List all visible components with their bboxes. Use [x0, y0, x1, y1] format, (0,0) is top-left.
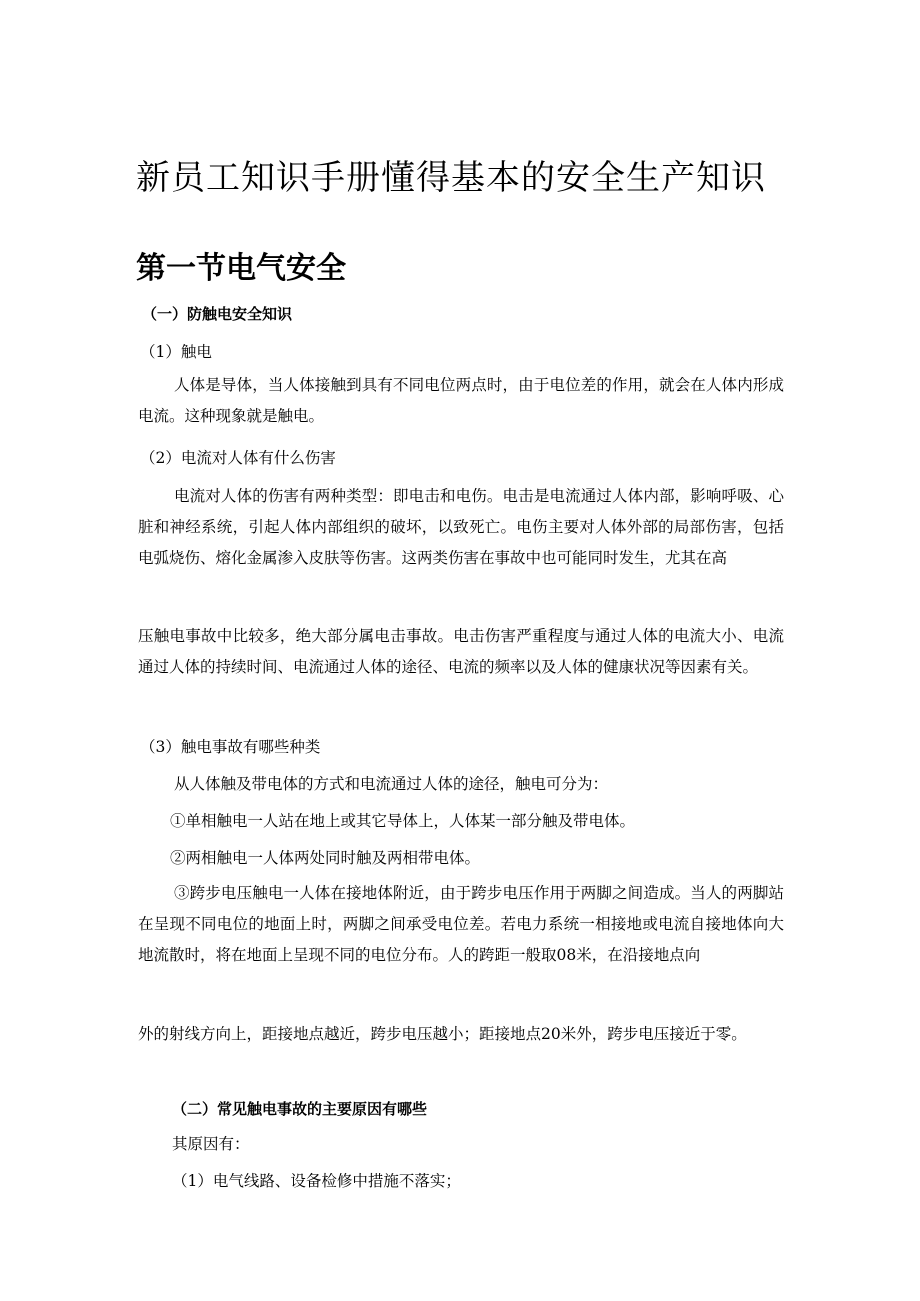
document-title: 新员工知识手册懂得基本的安全生产知识 — [136, 158, 766, 198]
section-heading: 第一节电气安全 — [136, 251, 346, 286]
paragraph-text: 压触电事故中比较多，绝大部分属电击事故。电击伤害严重程度与通过人体的电流大小、电流通过人体的持续时间、电流通过人体的途径、电流的频率以及人体的健康状况等因素有关。 — [138, 627, 784, 676]
paragraph-step-voltage-a — [138, 878, 784, 971]
paragraph-text: 电流对人体的伤害有两种类型：即电击和电伤。电击是电流通过人体内部，影响呼吸、心脏和神经系统，引起人体内部组织的破坏，以致死亡。电伤主要对人体外部的局部伤害，包括电弧烧伤、熔化金属渗入皮肤等伤害。这两类伤害在事故中也可能同时发生，尤其在高 — [138, 487, 784, 567]
paragraph-item-1 — [138, 370, 784, 432]
item-3-intro: 从人体触及带电体的方式和电流通过人体的途径，触电可分为： — [174, 775, 609, 793]
item-label-2: （2）电流对人体有什么伤害 — [140, 449, 336, 467]
paragraph-text: ③跨步电压触电一人体在接地体附近，由于跨步电压作用于两脚之间造成。当人的两脚站在呈现不同电位的地面上时，两脚之间承受电位差。若电力系统一相接地或电流自接地体向大地流散时，将在地面上呈现不同的电位分布。人的跨距一般取08米，在沿接地点向 — [138, 884, 784, 964]
subsection-heading-1: （一）防触电安全知识 — [142, 305, 293, 323]
paragraph-text: 外的射线方向上，距接地点越近，跨步电压越小；距接地点20米外，跨步电压接近于零。 — [138, 1025, 747, 1043]
paragraph-item-2b — [138, 621, 784, 683]
paragraph-step-voltage-b — [138, 1019, 784, 1050]
subsection-heading-2: （二）常见触电事故的主要原因有哪些 — [172, 1100, 428, 1118]
paragraph-text: 人体是导体，当人体接触到具有不同电位两点时，由于电位差的作用，就会在人体内形成电流。这种现象就是触电。 — [138, 376, 784, 425]
item-label-1: （1）触电 — [140, 343, 212, 361]
sub2-intro: 其原因有： — [172, 1135, 250, 1153]
paragraph-item-2a — [138, 481, 784, 574]
sub2-list-item-1: （1）电气线路、设备检修中措施不落实； — [172, 1172, 461, 1190]
item-label-3: （3）触电事故有哪些种类 — [140, 738, 321, 756]
list-item-single-phase: ①单相触电一人站在地上或其它导体上，人体某一部分触及带电体。 — [170, 812, 636, 830]
list-item-two-phase: ②两相触电一人体两处同时触及两相带电体。 — [170, 849, 481, 867]
